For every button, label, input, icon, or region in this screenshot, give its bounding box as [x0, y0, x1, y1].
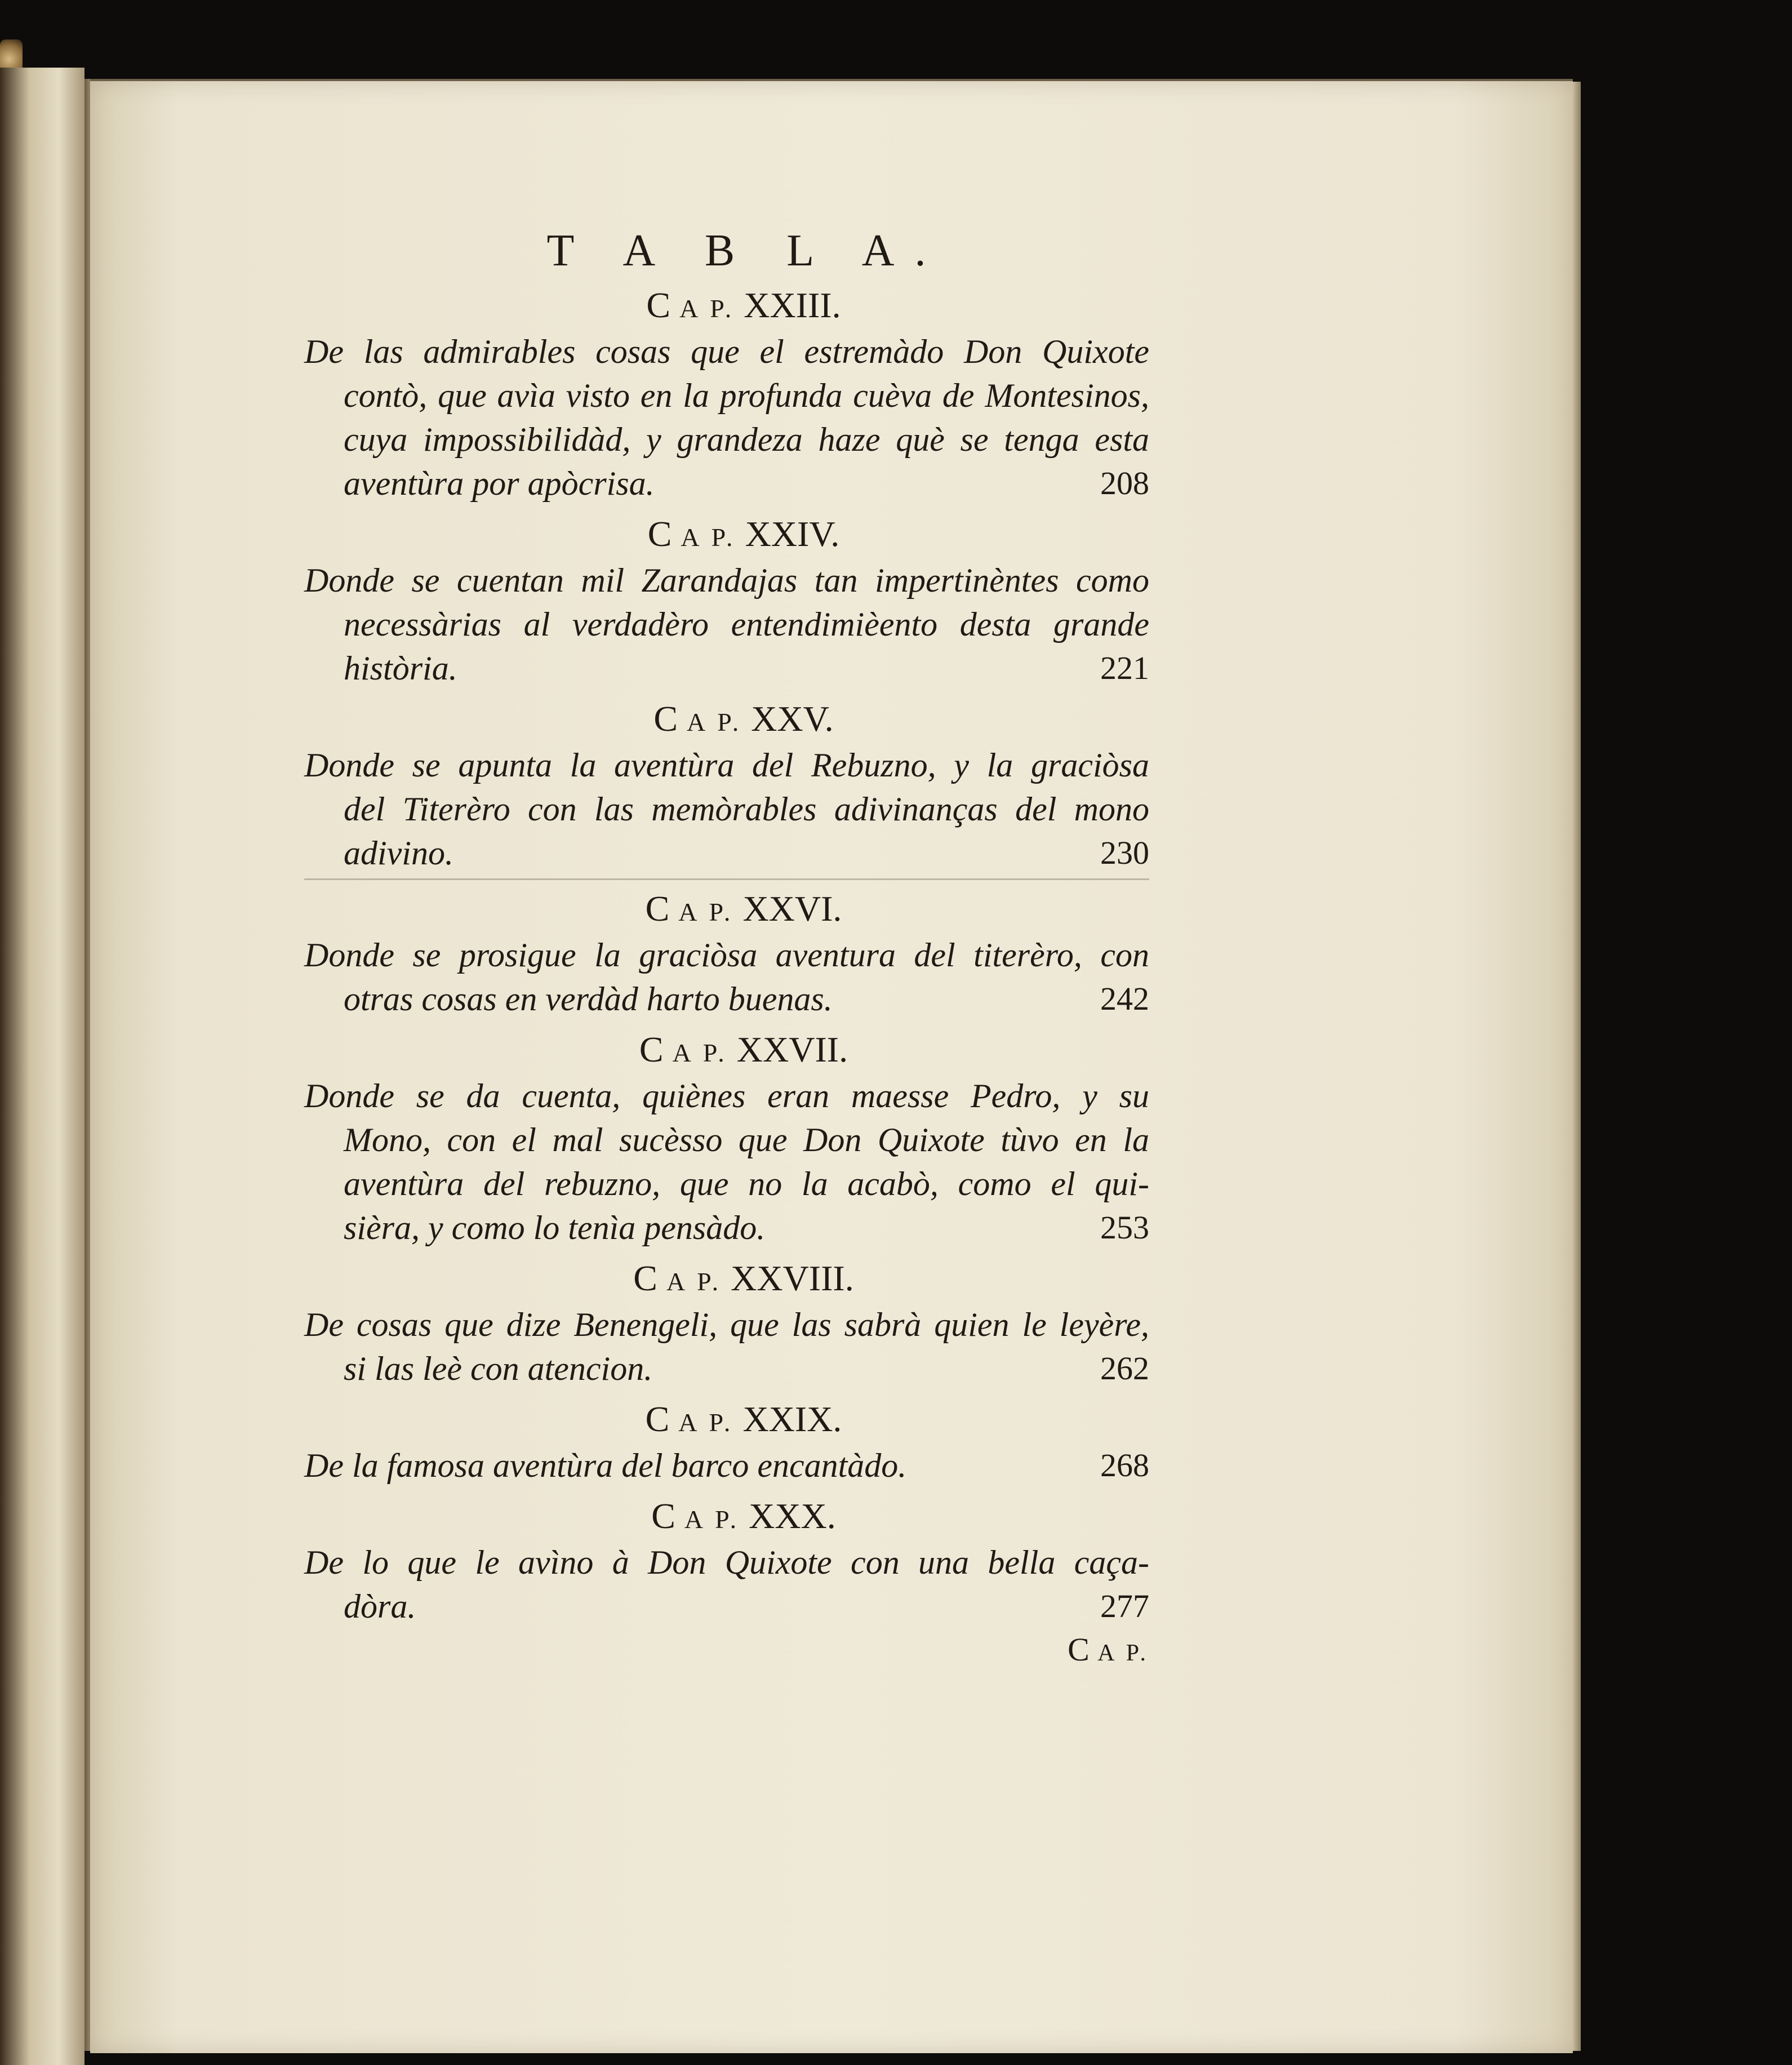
chapter-heading: [338, 1495, 1149, 1537]
chapter-summary: [304, 933, 1149, 1021]
chapter-cap-initial: C: [653, 699, 678, 739]
chapter-cap-initial: C: [645, 889, 670, 929]
chapter-heading: [338, 1258, 1149, 1299]
chapter-number: XXIV.: [745, 514, 840, 554]
summary-line: De lo que le avìno à Don Quixote con una bella caça-: [304, 1544, 1149, 1581]
chapter-summary: [304, 330, 1149, 505]
summary-line: aventùra por apòcrisa.: [344, 465, 655, 502]
chapter-cap-smallcaps: A P.: [684, 1505, 740, 1534]
table-of-contents: [304, 225, 1149, 1668]
summary-line: De las admirables cosas que el estremàdo Don Quixote: [304, 333, 1149, 370]
left-page-edge: [0, 68, 85, 2065]
page-number: 208: [1100, 465, 1149, 501]
page-number: 221: [1100, 650, 1149, 686]
page-number: 253: [1100, 1209, 1149, 1246]
page-title: T A B L A.: [546, 226, 946, 276]
chapter-summary: [304, 1444, 1149, 1487]
page-number: 262: [1100, 1350, 1149, 1387]
summary-line: dòra.: [344, 1588, 416, 1625]
summary-line: Donde se da cuenta, quiènes eran maesse Pedro, y su: [304, 1077, 1149, 1114]
chapter-cap-initial: C: [639, 1029, 664, 1069]
chapter-number: XXIX.: [742, 1399, 842, 1439]
summary-line: otras cosas en verdàd harto buenas.: [344, 980, 833, 1018]
summary-line: història.: [344, 650, 457, 687]
chapter-cap-initial: C: [645, 1399, 670, 1439]
chapter-cap-initial: C: [646, 285, 671, 325]
chapter-summary: [304, 1540, 1149, 1628]
chapter-cap-initial: C: [651, 1496, 675, 1536]
summary-line: del Titerèro con las memòrables adivinanças del mono: [344, 791, 1149, 828]
page-number: 230: [1100, 834, 1149, 871]
chapter-cap-initial: C: [647, 514, 672, 554]
catchword-cap-smallcaps: A P.: [1097, 1640, 1149, 1666]
catchword-cap: C: [1068, 1631, 1090, 1668]
summary-line: Donde se apunta la aventùra del Rebuzno, y la graciòsa: [304, 747, 1149, 784]
summary-line: Mono, con el mal sucèsso que Don Quixote tùvo en la: [344, 1121, 1149, 1158]
chapter-summary: [304, 1303, 1149, 1391]
chapter-heading: [338, 888, 1149, 930]
chapter-number: XXVII.: [736, 1029, 848, 1069]
chapter-number: XXX.: [749, 1496, 836, 1536]
chapter-heading: [338, 513, 1149, 555]
chapter-cap-smallcaps: A P.: [681, 523, 736, 552]
page-number: 242: [1100, 980, 1149, 1017]
summary-line: contò, que avìa visto en la profunda cuèva de Montesinos,: [344, 377, 1149, 414]
summary-line: Donde se cuentan mil Zarandajas tan impertinèntes como: [304, 562, 1149, 599]
chapter-cap-smallcaps: A P.: [678, 1408, 734, 1437]
summary-line: necessàrias al verdadèro entendimièento desta grande: [344, 606, 1149, 643]
summary-line: De la famosa aventùra del barco encantàdo.: [304, 1447, 907, 1484]
summary-line: si las leè con atencion.: [344, 1350, 653, 1387]
chapter-cap-smallcaps: A P.: [679, 294, 735, 323]
chapter-cap-smallcaps: A P.: [687, 708, 742, 736]
summary-line: cuya impossibilidàd, y grandeza haze què se tenga esta: [344, 421, 1149, 458]
summary-line: aventùra del rebuzno, que no la acabò, como el qui-: [344, 1165, 1149, 1202]
summary-line: De cosas que dize Benengeli, que las sabrà quien le leyère,: [304, 1306, 1149, 1343]
chapter-number: XXIII.: [744, 285, 841, 325]
chapter-cap-initial: C: [633, 1258, 657, 1298]
summary-line: adivino.: [344, 834, 453, 872]
catchword: [304, 1631, 1149, 1668]
chapter-summary: [304, 558, 1149, 690]
page-number: 277: [1100, 1588, 1149, 1624]
chapter-number: XXVIII.: [731, 1258, 854, 1298]
chapter-summary: [304, 1074, 1149, 1250]
chapter-list: [304, 285, 1149, 1628]
chapter-heading: [338, 285, 1149, 326]
chapter-number: XXVI.: [742, 889, 842, 929]
chapter-cap-smallcaps: A P.: [666, 1267, 722, 1296]
chapter-heading: [338, 1029, 1149, 1071]
page-number: 268: [1100, 1447, 1149, 1484]
summary-line: sièra, y como lo tenìa pensàdo.: [344, 1209, 766, 1246]
chapter-summary: [304, 743, 1149, 875]
chapter-cap-smallcaps: A P.: [678, 898, 734, 926]
page-fore-edge: [1573, 82, 1581, 2051]
summary-line: Donde se prosigue la graciòsa aventura del titerèro, con: [304, 936, 1149, 974]
chapter-heading: [338, 1398, 1149, 1440]
chapter-cap-smallcaps: A P.: [672, 1038, 728, 1067]
divider-rule: [304, 878, 1149, 880]
chapter-heading: [338, 698, 1149, 740]
chapter-number: XXV.: [751, 699, 834, 739]
